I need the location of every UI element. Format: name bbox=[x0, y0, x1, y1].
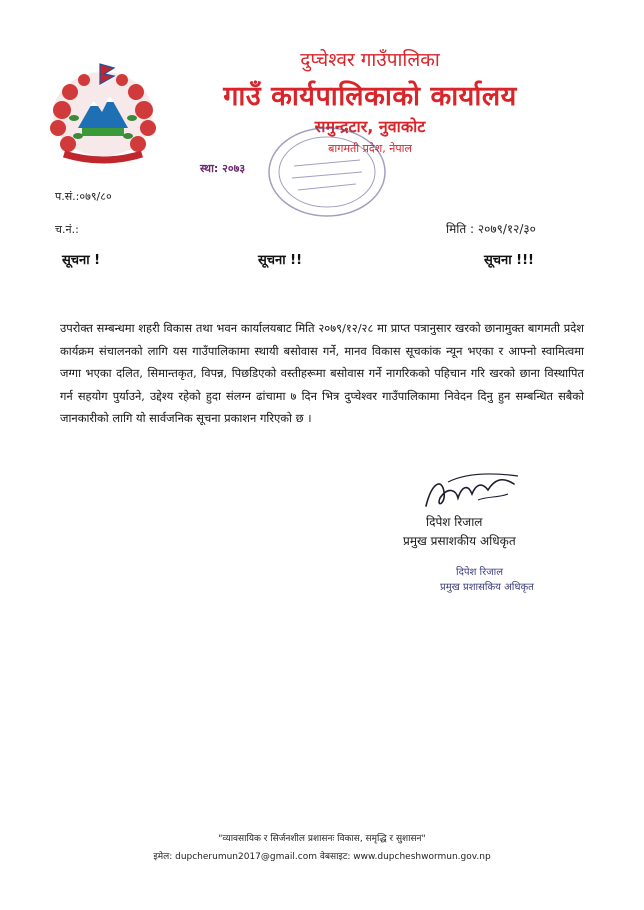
stamp-signer-title: प्रमुख प्रशासकिय अधिकृत bbox=[440, 582, 534, 593]
signer-title: प्रमुख प्रसाशकीय अधिकृत bbox=[403, 534, 516, 548]
office-address: समुन्द्रटार, नुवाकोट bbox=[314, 117, 426, 136]
notice-heading-3: सूचना !!! bbox=[484, 253, 534, 268]
notice-body: उपरोक्त सम्बन्धमा शहरी विकास तथा भवन कार्यालयबाट मिति २०७९/१२/२८ मा प्राप्त पत्रानुसार खरको छानामुक्त बागमती प्रदेश कार्यक्रम संचालनको लागि यस गाउँपालिकामा स्थायी बसोवास गर्ने, मानव विकास सूचकांक न्यून भएका र आफ्नो स्वामित्वमा जग्गा भएका दलित, सिमान्तकृत, विपन्न, पिछडिएको वस्तीहरूमा बसोवास गर्ने नागरिकको पहिचान गरि खरको छाना विस्थापित गर्न सहयोग पुर्याउने, उद्देश्य रहेको हुदा संलग्न ढांचामा ७ दिन भित्र दुप्चेश्वर गाउँपालिकामा निवेदन दिनु हुन सम्बन्धित सबैको जानकारीको लागि यो सार्वजनिक सूचना प्रकाशन गरिएको छ । bbox=[60, 321, 584, 426]
dispatch-number: च.नं.: bbox=[55, 223, 79, 236]
stamp-signer-name: दिपेश रिजाल bbox=[456, 567, 504, 578]
notice-heading-2: सूचना !! bbox=[258, 253, 303, 268]
office-name: गाउँ कार्यपालिकाको कार्यालय bbox=[223, 81, 517, 112]
office-seal-stamp bbox=[262, 120, 392, 224]
footer-motto: "व्यावसायिक र सिर्जनशील प्रशासनः विकास, समृद्धि र सुशासन" bbox=[218, 834, 426, 844]
handwritten-signature bbox=[418, 462, 530, 518]
footer-contact: इमेल: dupcherumun2017@gmail.com वेबसाइट: www.dupcheshwormun.gov.np bbox=[153, 852, 491, 862]
province-line: बागमती प्रदेश, नेपाल bbox=[328, 142, 412, 155]
reference-number: प.सं.:०७९/८० bbox=[55, 190, 112, 203]
established-line: स्था: २०७३ bbox=[200, 162, 246, 175]
signer-name: दिपेश रिजाल bbox=[426, 515, 483, 529]
org-name: दुप्चेश्वर गाउँपालिका bbox=[300, 49, 440, 71]
notice-heading-1: सूचना ! bbox=[62, 253, 101, 268]
letter-date: मिति : २०७९/१२/३० bbox=[446, 222, 536, 236]
nepal-emblem-icon bbox=[44, 62, 162, 166]
